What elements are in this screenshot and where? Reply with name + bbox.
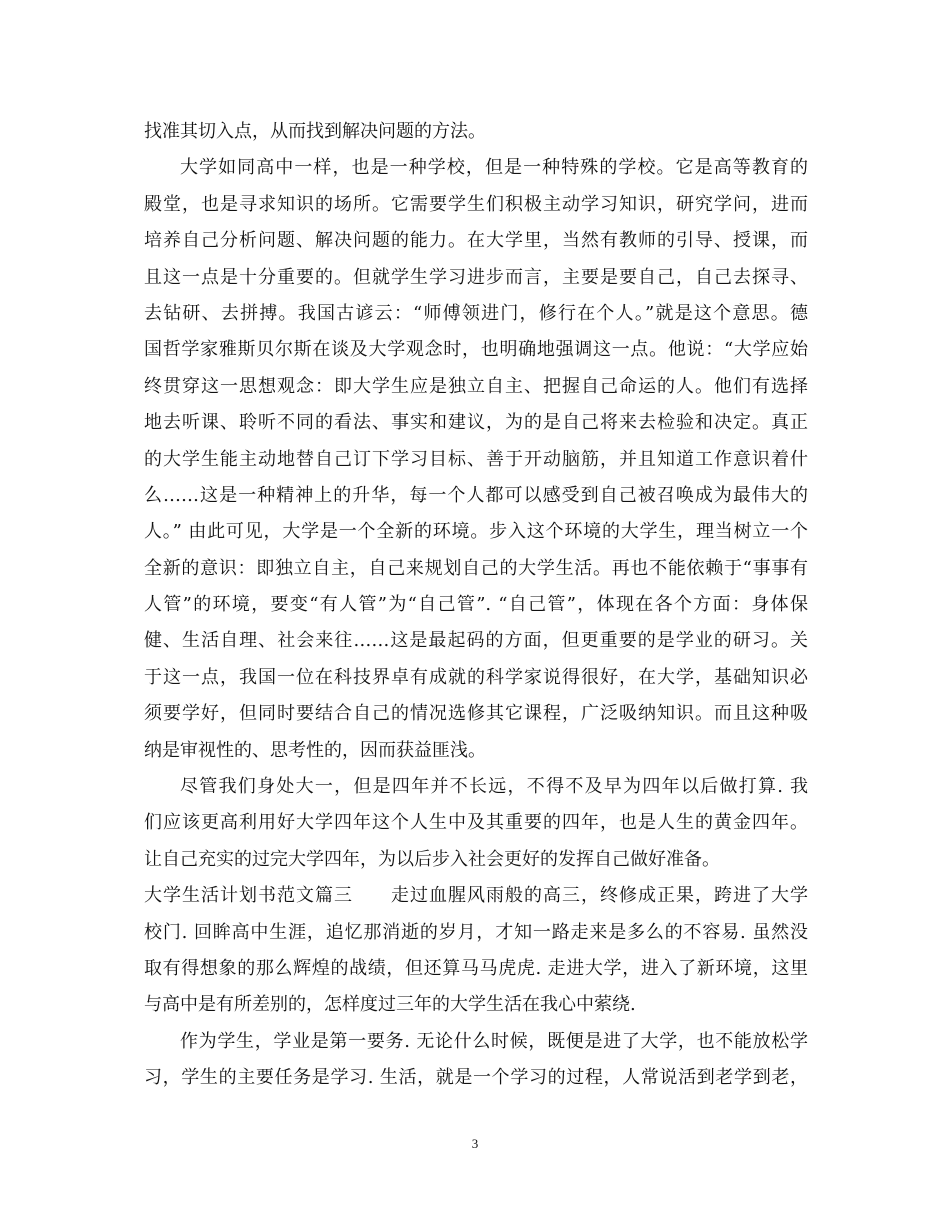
text-line: 作为学生，学业是第一要务. 无论什么时候，既便是进了大学，也不能放松学 <box>180 1030 808 1052</box>
text-line: 终贯穿这一思想观念：即大学生应是独立自主、把握自己命运的人。他们有选择 <box>144 375 808 397</box>
body-text <box>144 114 808 1097</box>
text-line: 于这一点，我国一位在科技界卓有成就的科学家说得很好，在大学，基础知识必 <box>144 666 808 688</box>
text-line: 地去听课、聆听不同的看法、事实和建议，为的是自己将来去检验和决定。真正 <box>144 412 808 434</box>
text-line: 人。” 由此可见，大学是一个全新的环境。步入这个环境的大学生，理当树立一个 <box>144 521 808 543</box>
text-line: 大学如同高中一样，也是一种学校，但是一种特殊的学校。它是高等教育的 <box>180 157 808 179</box>
text-line: 让自己充实的过完大学四年，为以后步入社会更好的发挥自己做好准备。 <box>144 848 720 870</box>
text-line: 习，学生的主要任务是学习. 生活，就是一个学习的过程，人常说活到老学到老， <box>144 1067 808 1089</box>
text-line: 的大学生能主动地替自己订下学习目标、善于开动脑筋，并且知道工作意识着什 <box>144 448 808 470</box>
text-line: 尽管我们身处大一，但是四年并不长远，不得不及早为四年以后做打算. 我 <box>180 776 808 798</box>
text-line: 健、生活自理、社会来往……这是最起码的方面，但更重要的是学业的研习。关 <box>144 630 808 652</box>
text-line: 全新的意识：即独立自主，自己来规划自己的大学生活。再也不能依赖于“事事有 <box>144 557 808 579</box>
text-line: 人管”的环境，要变“有人管”为“自己管”. “自己管”，体现在各个方面：身体保 <box>144 594 808 616</box>
text-line: 么……这是一种精神上的升华，每一个人都可以感受到自己被召唤成为最伟大的 <box>144 484 808 506</box>
text-line: 培养自己分析问题、解决问题的能力。在大学里，当然有教师的引导、授课，而 <box>144 230 808 252</box>
text-line: 国哲学家雅斯贝尔斯在谈及大学观念时，也明确地强调这一点。他说：“大学应始 <box>144 339 808 361</box>
text-line: 去钻研、去拼搏。我国古谚云：“师傅领进门，修行在个人。”就是这个意思。德 <box>144 302 808 324</box>
text-line: 殿堂，也是寻求知识的场所。它需要学生们积极主动学习知识，研究学问，进而 <box>144 193 808 215</box>
text-line: 与高中是有所差别的，怎样度过三年的大学生活在我心中萦绕. <box>144 994 636 1016</box>
page-number: 3 <box>471 1136 479 1151</box>
text-line: 纳是审视性的、思考性的，因而获益匪浅。 <box>144 739 486 761</box>
text-line: 们应该更高利用好大学四年这个人生中及其重要的四年，也是人生的黄金四年。 <box>144 812 808 834</box>
text-line: 且这一点是十分重要的。但就学生学习进步而言，主要是要自己，自己去探寻、 <box>144 266 808 288</box>
text-line: 取有得想象的那么辉煌的战绩，但还算马马虎虎. 走进大学，进入了新环境，这里 <box>144 957 808 979</box>
text-line: 找准其切入点，从而找到解决问题的方法。 <box>144 121 486 142</box>
text-line: 大学生活计划书范文篇三 走过血腥风雨般的高三，终修成正果，跨进了大学 <box>144 885 808 907</box>
text-line: 校门. 回眸高中生涯，追忆那消逝的岁月，才知一路走来是多么的不容易. 虽然没 <box>144 921 808 943</box>
text-line: 须要学好，但同时要结合自己的情况选修其它课程，广泛吸纳知识。而且这种吸 <box>144 703 808 725</box>
